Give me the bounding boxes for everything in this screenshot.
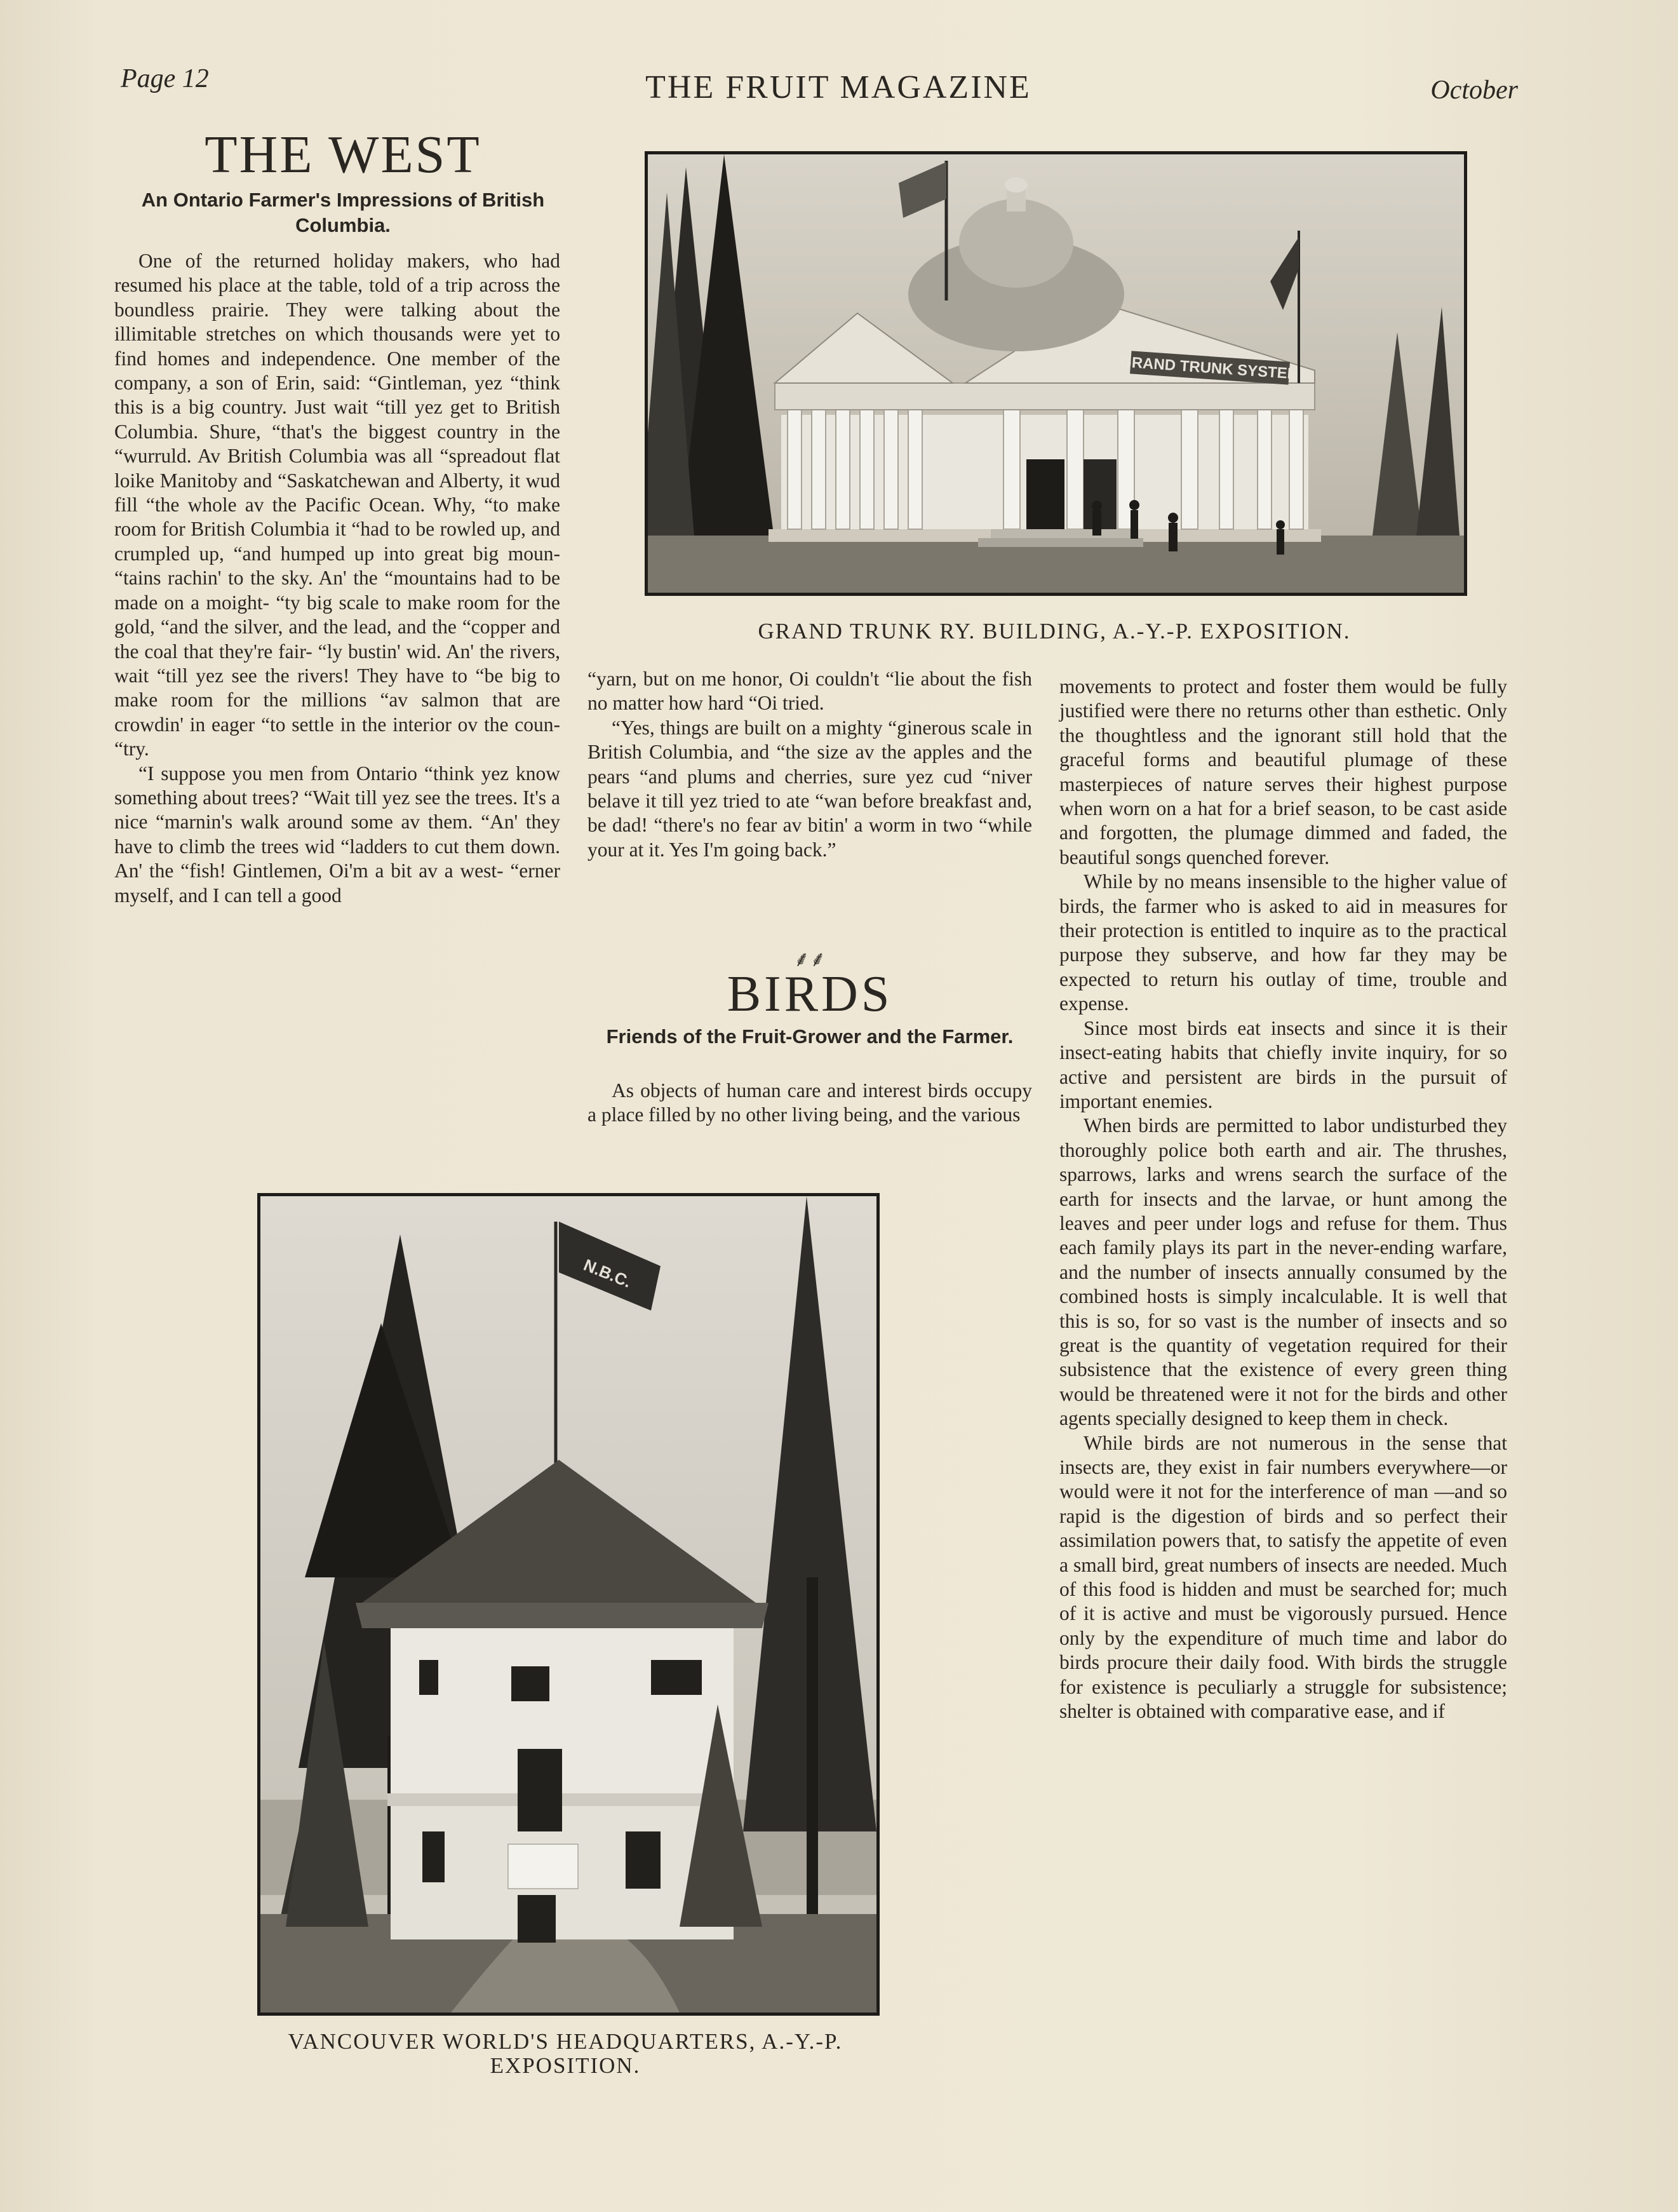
west-continued-paragraph-1: “yarn, but on me honor, Oi couldn't “lie about the fish no matter how hard “Oi tried. xyxy=(587,668,1032,715)
magazine-masthead: THE FRUIT MAGAZINE xyxy=(645,69,1031,105)
birds-paragraph-2: While by no means insensible to the higher value of birds, the farmer who is asked to aid in measures for their protection is entitled to inquire as to the practical purpose they subserve, and how far they may be expected to return his outlay of time, trouble and expense. xyxy=(1059,870,1507,1015)
west-paragraph-1: One of the returned holiday makers, who had resumed his place at the table, told of a trip across the boundless prairie. They were talking about the illimitable stretches on which thousands were yet to find homes and independence. One member of the company, a son of Erin, said: “Gintleman, yez “think this is a big country. Just wait “till yez get to British Columbia. Shure, “that's the biggest country in the “wurruld. Av British Columbia was all “spreadout flat loike Manitoby and “Saskatchewan and Alberty, it wud fill “the whole av the Pacific Ocean. Why, “to make room for British Columbia it “had to be rowled up, and crumpled up, “and humped up into great big moun- “tains rachin' to the sky. An' the “mountains had to be made on a moight- “ty big scale to make room for the gold, “and the silver, and the lead, and the “copper and the coal that they're fair- “ly bustin' wid. An' the rivers, wait “till yez see the rivers! They have to “be big to make room for the millions “av salmon that are crowdin' in eager “to settle in the interior ov the coun- “try. xyxy=(114,250,560,760)
birds-paragraph-5: While birds are not numerous in the sense that insects are, they exist in fair numbers everywhere—or would were it not for the interference of man —and so rapid is the digestion of birds and so perfect their assimilation powers that, to satisfy the appetite of even a small bird, great numbers of insects are needed. Much of this food is hidden and must be searched for; much of it is active and must be vigorously pursued. Hence only by the expenditure of much time and labor do birds procure their daily food. With birds the struggle for existence is peculiarly a struggle for subsistence; shelter is obtained with comparative ease, and if xyxy=(1059,1431,1507,1723)
vancouver-world-caption: VANCOUVER WORLD'S HEADQUARTERS, A.-Y.-P. EXPOSITION. xyxy=(288,2029,843,2078)
west-paragraph-2: “I suppose you men from Ontario “think yez know something about trees? “Wait till yez see the trees. It's a nice “marnin's walk around some av them. “An' they have to climb the trees wid “ladders to cut them down. An' the “fish! Gintlemen, Oi'm a bit av a west- “erner myself, and I can tell a good xyxy=(114,762,561,907)
grand-trunk-caption: GRAND TRUNK RY. BUILDING, A.-Y.-P. EXPOSITION. xyxy=(758,619,1351,644)
west-column xyxy=(114,249,560,908)
birds-column xyxy=(1059,675,1507,1723)
issue-month: October xyxy=(1430,76,1518,105)
article-title-birds: BIRDS xyxy=(727,966,893,1022)
west-continued-paragraph-2: “Yes, things are built on a mighty “ginerous scale in British Columbia, and “the size av the apples and the pears “and plums and cherries, sure yez cud “niver belave it till yez tried to ate “wan before breakfast and, be dad! “there's no fear av bitin' a worm in two “while your at it. Yes I'm going back.” xyxy=(587,716,1032,861)
grand-trunk-building-photo xyxy=(645,151,1467,596)
article-title-west: THE WEST xyxy=(205,125,481,184)
birds-intro-column xyxy=(587,1079,1032,1128)
article-subtitle-west: An Ontario Farmer's Impressions of British Columbia. xyxy=(141,189,545,236)
birds-paragraph-1: movements to protect and foster them would be fully justified were there no returns other than esthetic. Only the thoughtless and the ignorant still hold that the graceful forms and beautiful plumage of these masterpieces of nature serves their highest purpose when worn on a hat for a brief season, to be cast aside and forgotten, the plumage dimmed and faded, the beautiful songs quenched forever. xyxy=(1059,675,1507,868)
flag-lettering: N.B.C. xyxy=(581,1255,634,1291)
birds-paragraph-3: Since most birds eat insects and since it is their insect-eating habits that chiefly invite inquiry, for so active and persistent are birds in the pursuit of important enemies. xyxy=(1059,1016,1507,1112)
birds-paragraph-4: When birds are permitted to labor undisturbed they thoroughly police both earth and air. The thrushes, sparrows, larks and wrens search the surface of the earth for insects and the larvae, or hunt among the leaves and peer under logs and refuse for them. Thus each family plays its part in the never-ending warfare, and the number of insects annually consumed by the combined hosts is simply incalculable. It is well that this is so, for so vast is the number of insects and so great is the quantity of vegetation required for their subsistence that the existence of every green thing would be threatened were it not for the birds and other agents specially designed to keep them in check. xyxy=(1059,1114,1507,1430)
vancouver-world-headquarters-photo xyxy=(257,1193,880,2016)
article-subtitle-birds: Friends of the Fruit-Grower and the Farmer. xyxy=(606,1025,1014,1048)
section-ornament: ⸙⸙ xyxy=(793,948,826,971)
birds-intro-paragraph: As objects of human care and interest birds occupy a place filled by no other living being, and the various xyxy=(587,1079,1032,1126)
grand-trunk-sign: GRAND TRUNK SYSTEM xyxy=(1119,353,1301,383)
west-continued-column xyxy=(587,667,1032,862)
page-number: Page 12 xyxy=(121,64,209,93)
